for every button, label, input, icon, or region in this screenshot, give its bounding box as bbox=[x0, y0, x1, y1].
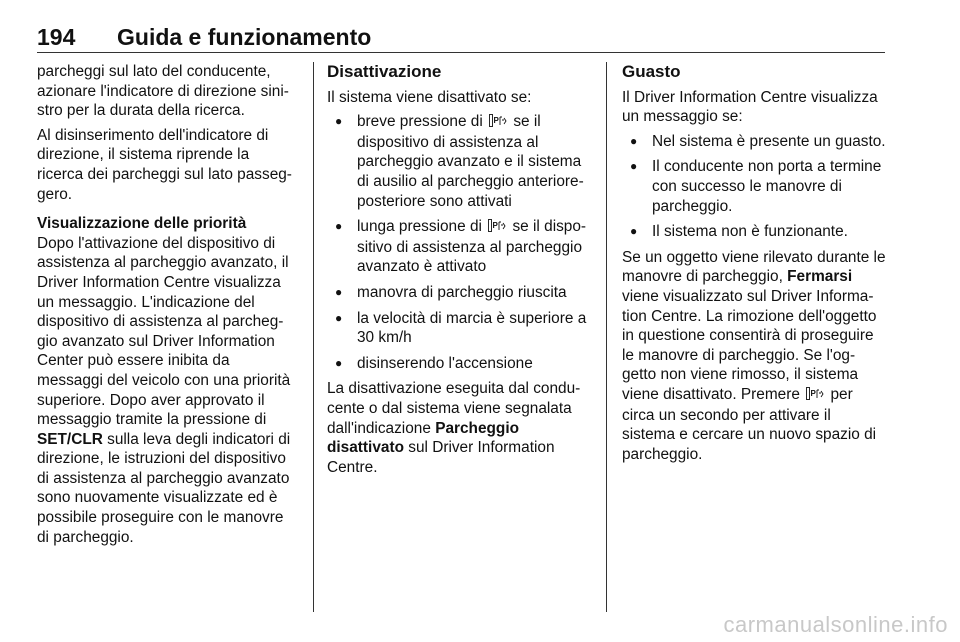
list-item: ● breve pressione di P se il dispositivo di assistenza al parcheggio avanzato e il sistema di ausilio al parcheggio anteriore-posteriore sono attivati bbox=[335, 113, 584, 210]
bullet-dot: ● bbox=[335, 284, 343, 299]
bullet-dot: ● bbox=[335, 114, 343, 129]
park-assist-icon bbox=[489, 113, 507, 133]
bullet-list bbox=[622, 132, 888, 242]
message-parcheggio-disattivato: Parcheggio disattivato bbox=[327, 419, 520, 457]
svg-text:P: P bbox=[810, 388, 817, 398]
paragraph: Il Driver Information Centre visualizza un messaggio se: bbox=[622, 88, 878, 126]
heading-guasto: Guasto bbox=[622, 62, 681, 81]
subheading: Visualizzazione delle priorità bbox=[37, 215, 247, 233]
list-item: ● la velocità di marcia è superiore a 30 km/h bbox=[335, 309, 587, 347]
list-item: ● Il sistema non è funzionante. bbox=[630, 223, 848, 241]
watermark: carmanualsonline.info bbox=[723, 612, 948, 637]
bullet-dot: ● bbox=[335, 219, 343, 234]
bullet-dot: ● bbox=[630, 224, 638, 239]
button-name-setclr: SET/CLR bbox=[37, 430, 103, 448]
page-header bbox=[37, 24, 885, 53]
column-middle bbox=[327, 62, 595, 482]
list-item: ● disinserendo l'accensione bbox=[335, 354, 533, 372]
paragraph: parcheggi sul lato del conducente, azionare l'indicatore di direzione sini-stro per la durata della ricerca. bbox=[37, 63, 289, 120]
list-item: ● Il conducente non porta a termine con successo le manovre di parcheggio. bbox=[630, 158, 882, 215]
paragraph: Il sistema viene disattivato se: bbox=[327, 88, 532, 106]
paragraph: La disattivazione eseguita dal condu-cente o dal sistema viene segnalata dall'indicazione Parcheggio disattivato sul Driver Information Centre. bbox=[327, 380, 581, 476]
paragraph: Dopo l'attivazione del dispositivo di assistenza al parcheggio avanzato, il Driver Information Centre visualizza un messaggio. L'indicazione del dispositivo di assistenza al parcheg-gio avanzato sul Driver Information Center può essere inibita da messaggi del veicolo con una priorità superiore. Dopo aver approvato il messaggio tramite la pressione di SET/CLR sulla leva degli indicatori di direzione, le istruzioni del dispositivo di assistenza al parcheggio avanzato sono nuovamente visualizzate ed è possibile proseguire con le manovre di parcheggio. bbox=[37, 234, 291, 546]
list-item: ● manovra di parcheggio riuscita bbox=[335, 283, 567, 301]
list-item: ● lunga pressione di P se il dispo-sitivo di assistenza al parcheggio avanzato è attivato bbox=[335, 218, 587, 276]
column-divider bbox=[606, 62, 607, 612]
paragraph: Se un oggetto viene rilevato durante le manovre di parcheggio, Fermarsi viene visualizzato sul Driver Informa-tion Centre. La rimozione dell'oggetto in questione consentirà di proseguire le manovre di parcheggio. Se l'og-getto non viene rimosso, il sistema viene disattivato. Premere P per circa un secondo per attivare il sistema e cercare un nuovo spazio di parcheggio. bbox=[622, 248, 886, 463]
section-title: Guida e funzionamento bbox=[117, 24, 372, 50]
bullet-dot: ● bbox=[630, 159, 638, 174]
list-item: ● Nel sistema è presente un guasto. bbox=[630, 132, 886, 150]
bullet-dot: ● bbox=[335, 355, 343, 370]
bullet-dot: ● bbox=[630, 133, 638, 148]
bullet-list bbox=[327, 112, 595, 373]
column-right bbox=[622, 62, 888, 469]
paragraph: Al disinserimento dell'indicatore di direzione, il sistema riprende la ricerca dei parcheggi sul lato passeg-gero. bbox=[37, 126, 292, 203]
column-left bbox=[37, 62, 299, 552]
column-divider bbox=[313, 62, 314, 612]
page-number: 194 bbox=[37, 24, 76, 50]
heading-disattivazione: Disattivazione bbox=[327, 62, 442, 81]
svg-text:P: P bbox=[492, 221, 499, 231]
bullet-dot: ● bbox=[335, 310, 343, 325]
svg-text:P: P bbox=[493, 116, 499, 126]
park-assist-icon bbox=[806, 386, 824, 406]
message-fermarsi: Fermarsi bbox=[787, 268, 853, 286]
park-assist-icon bbox=[488, 218, 506, 238]
